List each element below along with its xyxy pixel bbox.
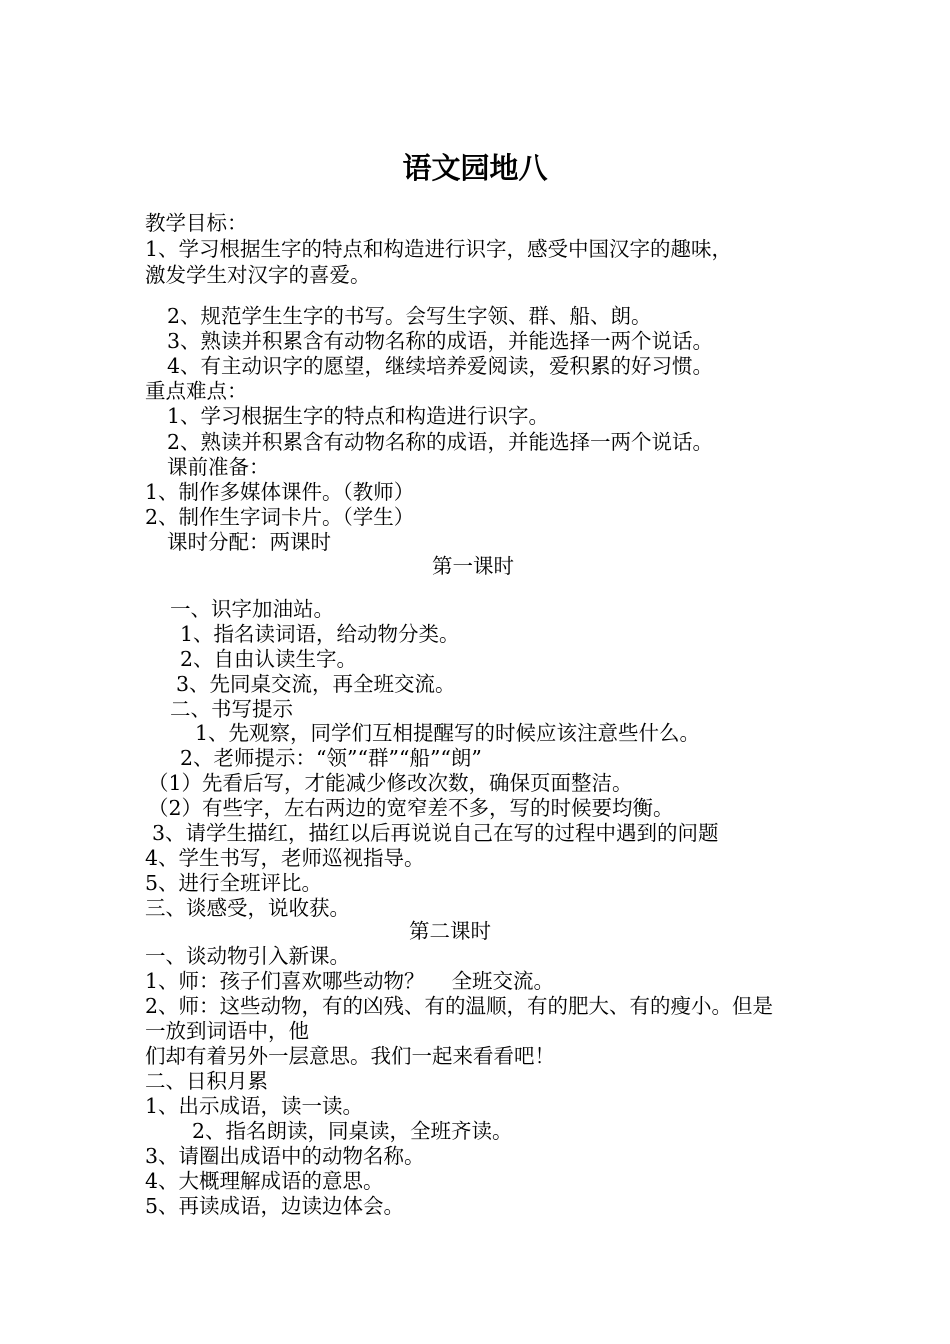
text-line: 三、谈感受，说收获。 [145, 896, 350, 920]
text-line: 2、规范学生生字的书写。会写生字领、群、船、朗。 [167, 304, 652, 328]
text-line: 课前准备： [167, 455, 270, 479]
text-line: 4、大概理解成语的意思。 [145, 1169, 384, 1193]
text-line: 3、请学生描红，描红以后再说说自己在写的过程中遇到的问题 [152, 821, 719, 845]
text-line: 一、谈动物引入新课。 [145, 944, 350, 968]
text-line: 4、有主动识字的愿望，继续培养爱阅读，爱积累的好习惯。 [167, 354, 714, 378]
text-line: 1、先观察，同学们互相提醒写的时候应该注意些什么。 [195, 721, 701, 745]
section-heading: 第一课时 [432, 554, 514, 578]
text-line: 一放到词语中，他 [145, 1019, 309, 1043]
text-line: 二、日积月累 [145, 1069, 268, 1093]
text-line: 1、出示成语，读一读。 [145, 1094, 364, 1118]
text-line: 1、师：孩子们喜欢哪些动物？ 全班交流。 [145, 969, 555, 993]
text-line: 2、制作生字词卡片。（学生） [145, 505, 415, 529]
text-line: 激发学生对汉字的喜爱。 [145, 263, 371, 287]
text-line: 3、熟读并积累含有动物名称的成语，并能选择一两个说话。 [167, 329, 714, 353]
text-line: 们却有着另外一层意思。我们一起来看看吧！ [145, 1044, 555, 1068]
section-heading: 第二课时 [409, 919, 491, 943]
text-line: 5、再读成语，边读边体会。 [145, 1194, 405, 1218]
text-line: （2）有些字，左右两边的宽窄差不多，写的时候要均衡。 [148, 796, 674, 820]
text-line: 1、学习根据生字的特点和构造进行识字。 [167, 404, 550, 428]
text-line: 2、师：这些动物，有的凶残、有的温顺，有的肥大、有的瘦小。但是 [145, 994, 774, 1018]
text-line: 二、书写提示 [170, 697, 293, 721]
document-title: 语文园地八 [402, 151, 548, 185]
text-line: 3、请圈出成语中的动物名称。 [145, 1144, 425, 1168]
text-line: 1、指名读词语，给动物分类。 [180, 622, 460, 646]
text-line: 2、熟读并积累含有动物名称的成语，并能选择一两个说话。 [167, 430, 714, 454]
text-line: 2、自由认读生字。 [180, 647, 358, 671]
text-line: 课时分配：两课时 [167, 530, 331, 554]
text-line: 2、老师提示：“领”“群”“船”“朗” [180, 746, 482, 770]
text-line: （1）先看后写，才能减少修改次数，确保页面整洁。 [148, 771, 633, 795]
text-line: 2、指名朗读，同桌读，全班齐读。 [192, 1119, 513, 1143]
text-line: 5、进行全班评比。 [145, 871, 323, 895]
text-line: 3、先同桌交流，再全班交流。 [176, 672, 456, 696]
text-line: 1、学习根据生字的特点和构造进行识字，感受中国汉字的趣味， [145, 237, 733, 261]
text-line: 1、制作多媒体课件。（教师） [145, 480, 415, 504]
text-line: 4、学生书写，老师巡视指导。 [145, 846, 425, 870]
text-line: 一、识字加油站。 [170, 597, 334, 621]
text-line: 教学目标： [145, 211, 248, 235]
text-line: 重点难点： [145, 379, 248, 403]
